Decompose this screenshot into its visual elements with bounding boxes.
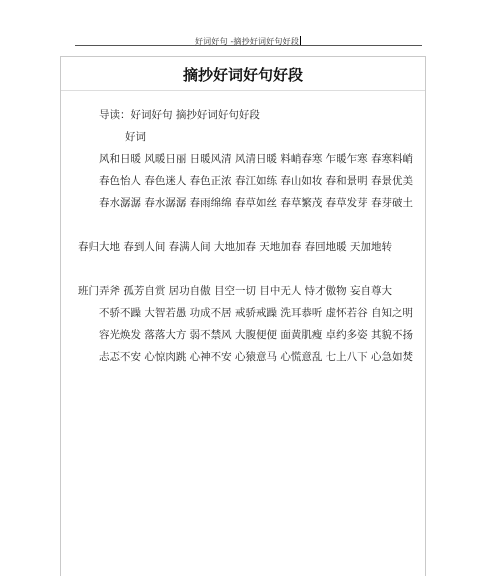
paragraph: 班门弄斧 孤芳自赏 居功自傲 目空一切 目中无人 恃才傲物 妄自尊大 <box>78 285 393 297</box>
text-cursor <box>300 36 301 45</box>
document-body <box>78 104 422 368</box>
paragraph: 容光焕发 落落大方 弱不禁风 大腹便便 面黄肌瘦 卓约多姿 其貌不扬 <box>99 329 414 341</box>
paragraph: 春水潺潺 春水潺潺 春雨绵绵 春草如丝 春草繁茂 春草发芽 春芽破土 <box>99 197 414 209</box>
paragraph: 春色怡人 春色迷人 春色正浓 春江如练 春山如妆 春和景明 春景优美 <box>99 175 414 187</box>
title-divider <box>61 90 425 91</box>
document-title: 摘抄好词好句好段 <box>182 66 303 84</box>
paragraph: 忐忑不安 心惊肉跳 心神不安 心猿意马 心慌意乱 七上八下 心急如焚 <box>99 351 414 363</box>
paragraph: 风和日暖 风暖日丽 日暖风清 风清日暖 料峭春寒 乍暖乍寒 春寒料峭 <box>99 153 414 165</box>
header-rule <box>75 45 422 46</box>
section-label: 好词 <box>125 131 146 143</box>
paragraph: 不骄不躁 大智若愚 功成不居 戒骄戒躁 洗耳恭听 虚怀若谷 自知之明 <box>99 307 414 319</box>
intro-line: 导读：好词好句 摘抄好词好句好段 <box>99 109 260 121</box>
paragraph-gap <box>78 214 422 236</box>
paragraph: 春归大地 春到人间 春满人间 大地加春 天地加春 春回地暖 天加地转 <box>78 241 393 253</box>
running-header-text: 好词好句 -摘抄好词好句好段 <box>194 37 300 46</box>
paragraph-gap <box>78 258 422 280</box>
